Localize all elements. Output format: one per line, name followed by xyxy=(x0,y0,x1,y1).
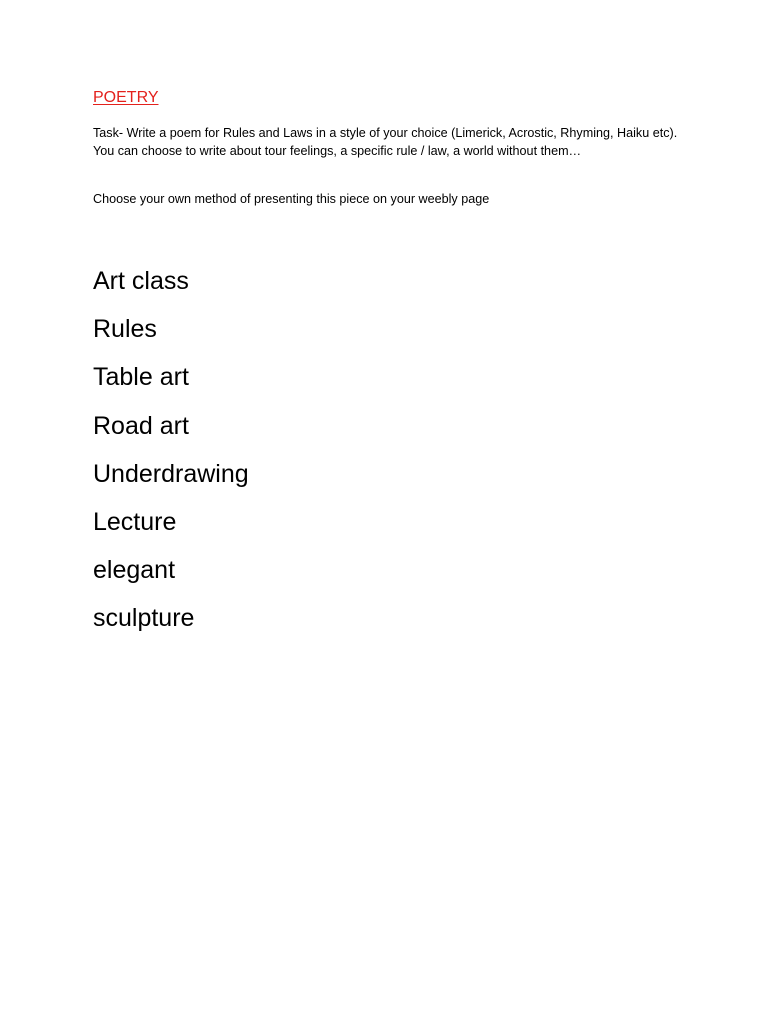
poem xyxy=(93,266,249,652)
poem-line: Underdrawing xyxy=(93,459,249,488)
poem-line: Lecture xyxy=(93,507,177,536)
document-heading: POETRY xyxy=(93,89,159,106)
poem-line: Table art xyxy=(93,363,189,392)
poem-line: sculpture xyxy=(93,604,195,633)
poem-line: elegant xyxy=(93,556,176,585)
task-instructions: Task- Write a poem for Rules and Laws in a style of your choice (Limerick, Acrostic, Rhyming, Haiku etc). You can choose to write about tour feelings, a specific rule / law, a world without them… xyxy=(93,126,678,158)
poem-line: Art class xyxy=(93,267,189,295)
poem-line: Rules xyxy=(93,315,157,344)
presentation-instructions: Choose your own method of presenting this piece on your weebly page xyxy=(93,192,490,206)
poem-line: Road art xyxy=(93,411,189,440)
